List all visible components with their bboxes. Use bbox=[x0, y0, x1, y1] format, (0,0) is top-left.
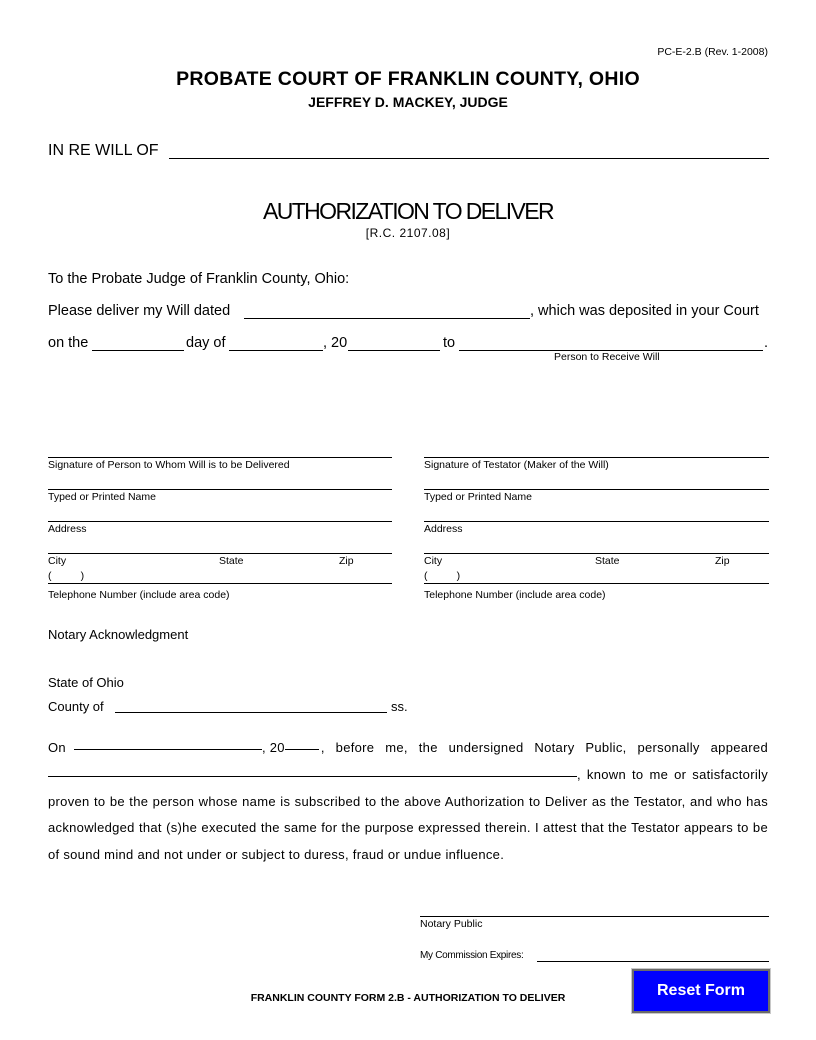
left-state-label: State bbox=[219, 555, 244, 567]
left-signature-field[interactable] bbox=[48, 457, 392, 458]
right-state-label: State bbox=[595, 555, 620, 567]
notary-date-field[interactable] bbox=[74, 735, 262, 750]
right-city-field[interactable] bbox=[424, 553, 769, 554]
notary-heading: Notary Acknowledgment bbox=[48, 627, 189, 642]
form-title: AUTHORIZATION TO DELIVER bbox=[262, 198, 554, 224]
left-name-field[interactable] bbox=[48, 489, 392, 490]
left-address-label: Address bbox=[48, 523, 87, 535]
right-signature-field[interactable] bbox=[424, 457, 769, 458]
notary-ss: ss. bbox=[391, 699, 408, 714]
deliver-line-prefix: Please deliver my Will dated bbox=[48, 303, 231, 319]
right-city-label: City bbox=[424, 555, 443, 567]
notary-public-label: Notary Public bbox=[420, 918, 483, 930]
year-prefix-label: , 20 bbox=[323, 335, 348, 351]
receiver-caption: Person to Receive Will bbox=[554, 351, 660, 363]
notary-person-field[interactable] bbox=[48, 762, 577, 777]
will-date-field[interactable] bbox=[244, 318, 530, 319]
right-signature-label: Signature of Testator (Maker of the Will) bbox=[424, 459, 609, 471]
left-address-field[interactable] bbox=[48, 521, 392, 522]
left-city-field[interactable] bbox=[48, 553, 392, 554]
day-of-label: day of bbox=[186, 335, 226, 351]
notary-signature-field[interactable] bbox=[420, 916, 769, 917]
notary-before-me: , before me, the undersigned Notary Public, personally appeared bbox=[320, 740, 768, 755]
left-phone-field[interactable] bbox=[48, 583, 392, 584]
year-field[interactable] bbox=[348, 350, 440, 351]
judge-name: JEFFREY D. MACKEY, JUDGE bbox=[308, 94, 508, 110]
reset-form-button[interactable]: Reset Form bbox=[632, 969, 770, 1013]
court-name: PROBATE COURT OF FRANKLIN COUNTY, OHIO bbox=[176, 68, 640, 90]
notary-state: State of Ohio bbox=[48, 675, 124, 690]
receiver-period: . bbox=[764, 335, 769, 351]
day-field[interactable] bbox=[92, 350, 184, 351]
to-label: to bbox=[443, 335, 456, 351]
notary-year-label: , 20 bbox=[261, 740, 285, 755]
left-city-label: City bbox=[48, 555, 67, 567]
deliver-line-suffix: , which was deposited in your Court bbox=[530, 303, 759, 319]
on-the-label: on the bbox=[48, 335, 89, 351]
statute-citation: [R.C. 2107.08] bbox=[365, 226, 451, 240]
notary-county-label: County of bbox=[48, 699, 104, 714]
right-name-label: Typed or Printed Name bbox=[424, 491, 532, 503]
left-name-label: Typed or Printed Name bbox=[48, 491, 156, 503]
right-zip-label: Zip bbox=[715, 555, 730, 567]
left-phone-label: Telephone Number (include area code) bbox=[48, 589, 230, 601]
left-zip-label: Zip bbox=[339, 555, 354, 567]
notary-on-label: On bbox=[48, 740, 66, 755]
right-phone-field[interactable] bbox=[424, 583, 769, 584]
notary-statement bbox=[48, 735, 768, 869]
form-footer: FRANKLIN COUNTY FORM 2.B - AUTHORIZATION TO DELIVER bbox=[250, 992, 566, 1004]
left-phone-parens: ( ) bbox=[48, 570, 85, 582]
form-code: PC-E-2.B (Rev. 1-2008) bbox=[657, 46, 768, 58]
notary-known-label: , known to me or satisfactorily bbox=[577, 766, 768, 782]
in-re-field[interactable] bbox=[169, 158, 769, 159]
notary-sentence-rest: proven to be the person whose name is subscribed to the above Authorization to Deliver as the Testator, and who has acknowledged that (s)he executed the same for the purpose expressed therein. I attest that the Testator appears to be of sound mind and not under or subject to duress, fraud or undue influence. bbox=[48, 793, 768, 863]
in-re-label: IN RE WILL OF bbox=[48, 142, 159, 159]
notary-year-field[interactable] bbox=[285, 735, 319, 750]
right-address-label: Address bbox=[424, 523, 463, 535]
right-address-field[interactable] bbox=[424, 521, 769, 522]
left-signature-label: Signature of Person to Whom Will is to be Delivered bbox=[48, 459, 290, 471]
commission-field[interactable] bbox=[537, 961, 769, 962]
notary-county-field[interactable] bbox=[115, 712, 387, 713]
salutation: To the Probate Judge of Franklin County, Ohio: bbox=[48, 271, 350, 287]
commission-label: My Commission Expires: bbox=[420, 950, 524, 961]
right-phone-parens: ( ) bbox=[424, 570, 461, 582]
right-name-field[interactable] bbox=[424, 489, 769, 490]
right-phone-label: Telephone Number (include area code) bbox=[424, 589, 606, 601]
month-field[interactable] bbox=[229, 350, 323, 351]
